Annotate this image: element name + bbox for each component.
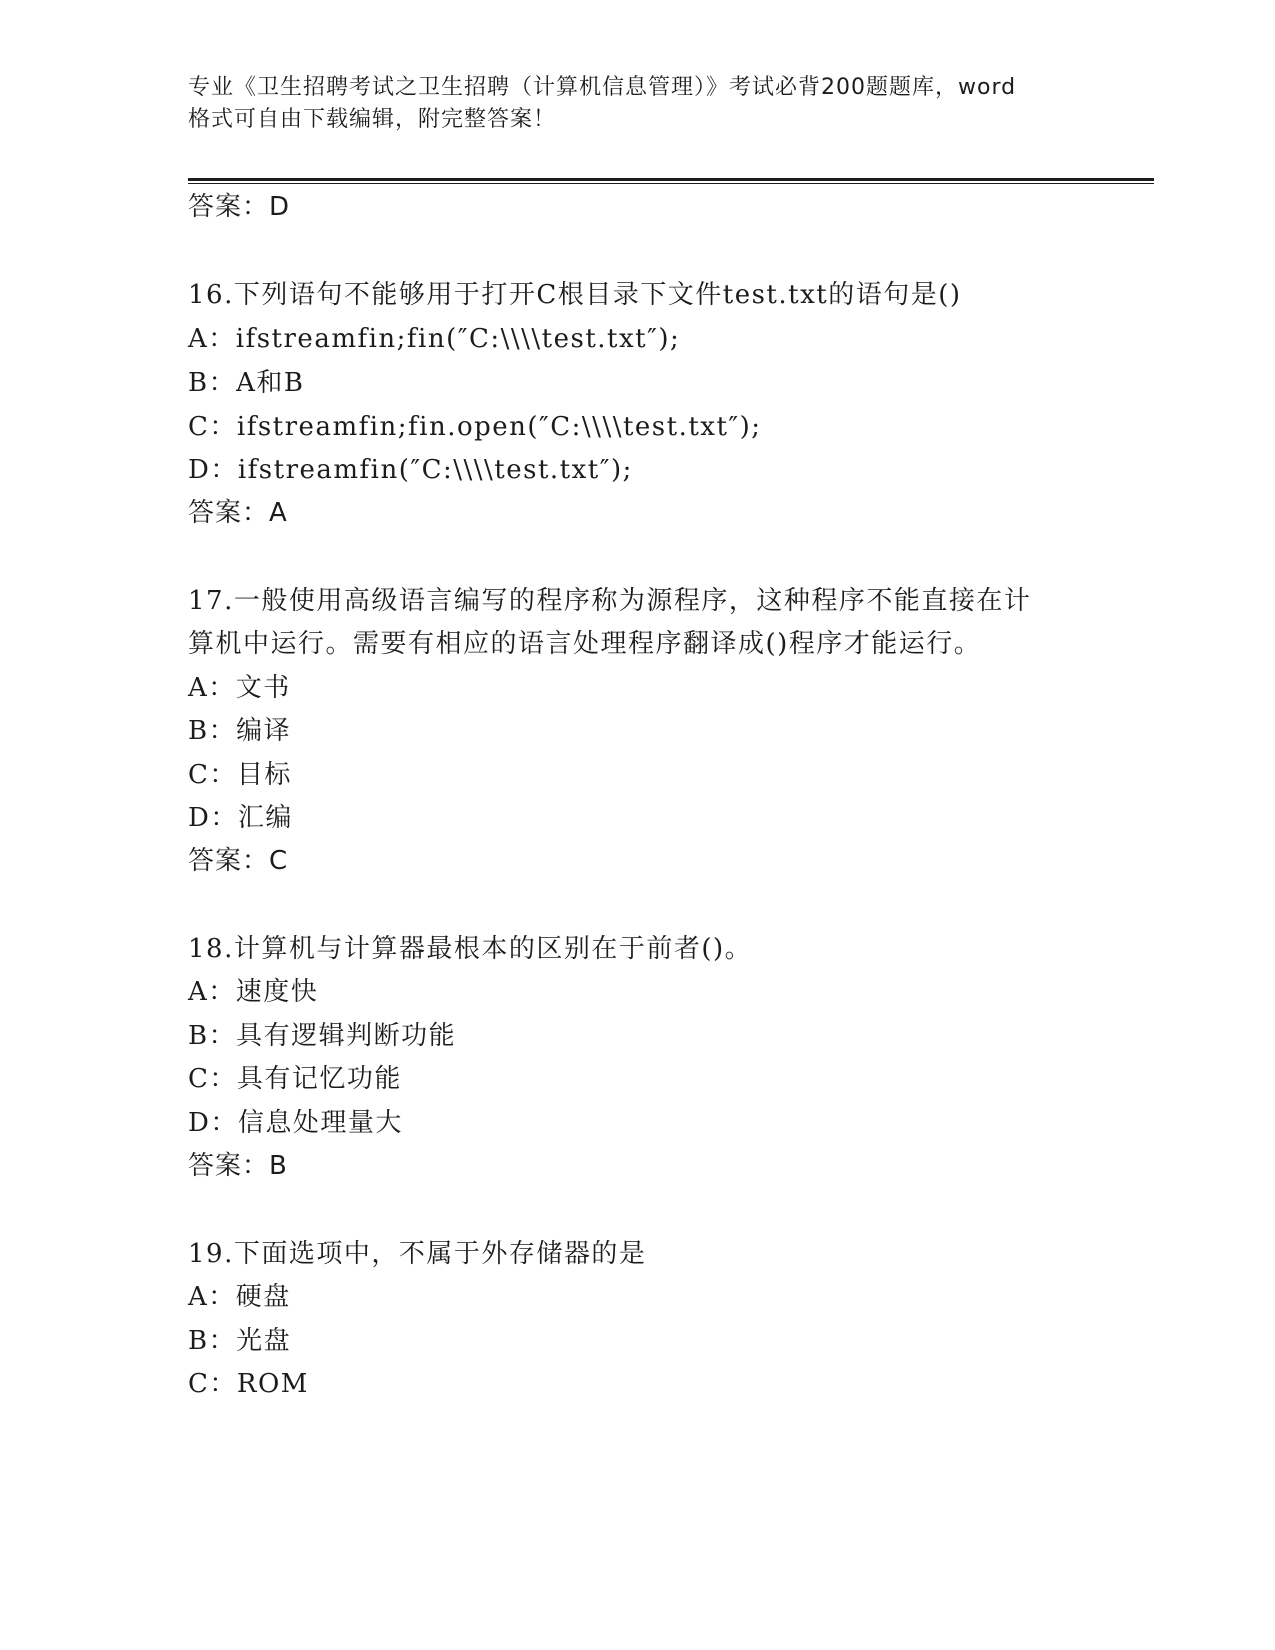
option-c: C：ifstreamfin;fin.open(″C:\\\\test.txt″); [188, 412, 762, 442]
option-b: B：A和B [188, 368, 305, 398]
option-a: A：文书 [188, 673, 291, 703]
header-rule-thin [188, 183, 1154, 184]
question-stem-continued: 算机中运行。需要有相应的语言处理程序翻译成()程序才能运行。 [188, 629, 982, 659]
option-c: C：目标 [188, 760, 292, 790]
answer-line: 答案：A [188, 498, 288, 528]
option-b: B：具有逻辑判断功能 [188, 1021, 457, 1051]
option-a: A：速度快 [188, 977, 319, 1007]
header-line-1: 专业《卫生招聘考试之卫生招聘（计算机信息管理）》考试必背200题题库，word [188, 75, 1017, 100]
option-d: D：信息处理量大 [188, 1108, 403, 1138]
header-rule-thick [188, 178, 1154, 181]
option-a: A：ifstreamfin;fin(″C:\\\\test.txt″); [188, 324, 681, 354]
option-d: D：ifstreamfin(″C:\\\\test.txt″); [188, 455, 633, 485]
question-stem: 17.一般使用高级语言编写的程序称为源程序，这种程序不能直接在计 [188, 586, 1032, 616]
option-b: B：光盘 [188, 1326, 292, 1356]
answer-line: 答案：B [188, 1151, 288, 1181]
question-stem: 18.计算机与计算器最根本的区别在于前者()。 [188, 934, 753, 964]
document-header [188, 72, 1088, 136]
question-stem: 19.下面选项中，不属于外存储器的是 [188, 1239, 647, 1269]
option-c: C：具有记忆功能 [188, 1064, 402, 1094]
option-c: C：ROM [188, 1369, 309, 1399]
question-stem: 16.下列语句不能够用于打开C根目录下文件test.txt的语句是() [188, 280, 962, 310]
header-line-2: 格式可自由下载编辑，附完整答案！ [188, 107, 557, 132]
answer-line: 答案：C [188, 846, 289, 876]
option-b: B：编译 [188, 716, 292, 746]
answer-line: 答案：D [188, 192, 291, 222]
option-a: A：硬盘 [188, 1282, 291, 1312]
option-d: D：汇编 [188, 803, 293, 833]
